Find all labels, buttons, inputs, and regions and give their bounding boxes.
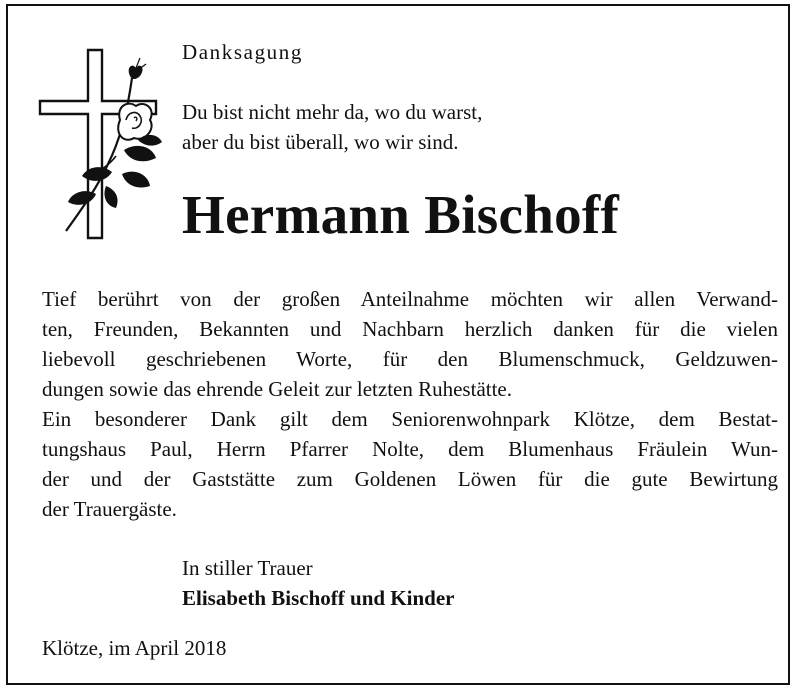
- place-date: Klötze, im April 2018: [42, 636, 227, 660]
- rose-icon: [66, 58, 162, 231]
- verse-line: aber du bist überall, wo wir sind.: [182, 130, 459, 154]
- signer-name: Elisabeth Bischoff und Kinder: [182, 586, 455, 610]
- text-line: der und der Gaststätte zum Goldenen Löwen für die gute Bewirtung: [42, 467, 778, 491]
- text-line: tungshaus Paul, Herrn Pfarrer Nolte, dem Blumenhaus Fräulein Wun-: [42, 437, 778, 461]
- verse: [182, 97, 482, 157]
- notice-heading: Danksagung: [182, 40, 303, 64]
- deceased-name: Hermann Bischoff: [182, 184, 620, 245]
- closing-phrase: In stiller Trauer: [182, 556, 313, 580]
- text-line: Ein besonderer Dank gilt dem Seniorenwohnpark Klötze, dem Bestat-: [42, 407, 778, 431]
- closing-block: [182, 553, 454, 613]
- cross-icon: [36, 46, 166, 241]
- text-line: dungen sowie das ehrende Geleit zur letzten Ruhestätte.: [42, 377, 512, 401]
- thank-you-text: [42, 284, 778, 524]
- notice-frame: [6, 4, 790, 685]
- text-line: ten, Freunden, Bekannten und Nachbarn herzlich danken für die vielen: [42, 317, 778, 341]
- text-line: liebevoll geschriebenen Worte, für den Blumenschmuck, Geldzuwen-: [42, 347, 778, 371]
- text-line: der Trauergäste.: [42, 497, 177, 521]
- verse-line: Du bist nicht mehr da, wo du warst,: [182, 100, 483, 124]
- text-line: Tief berührt von der großen Anteilnahme möchten wir allen Verwand-: [42, 287, 778, 311]
